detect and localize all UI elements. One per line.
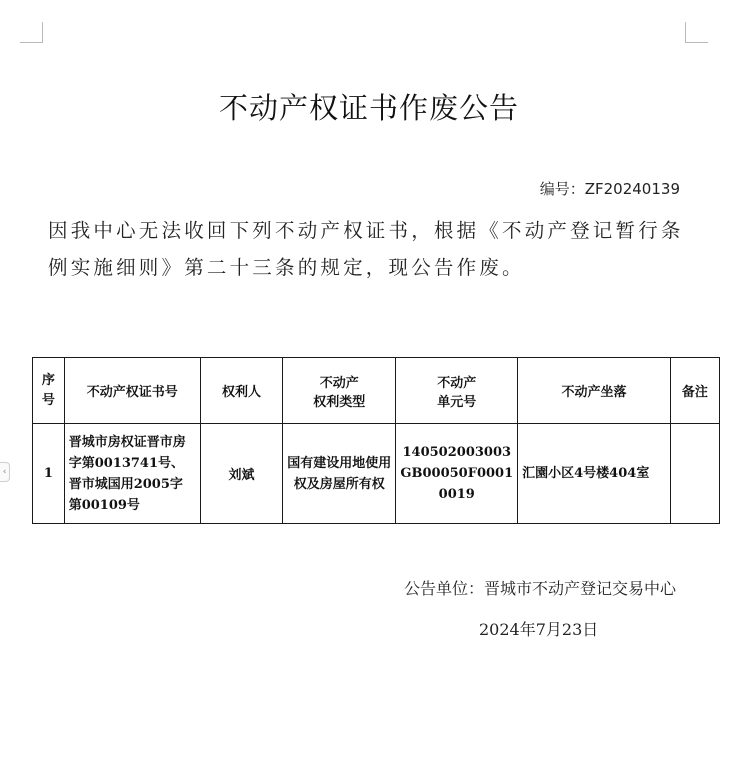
cell-unit-no-line3: 0019 (438, 487, 475, 502)
cell-location: 汇園小区4号楼404室 (518, 424, 671, 524)
header-unit-no-line1: 不动产 (437, 375, 477, 391)
cell-cert-no: 晋城市房权证晋市房字第0013741号、晋市城国用2005字第00109号 (64, 424, 200, 524)
header-right-type (283, 358, 396, 424)
table-row (33, 424, 720, 524)
cell-remarks (670, 424, 719, 524)
page-corner-mark-top-right (685, 22, 708, 43)
header-remarks: 备注 (670, 358, 719, 424)
chevron-left-icon[interactable]: ‹ (0, 462, 10, 482)
header-holder: 权利人 (200, 358, 282, 424)
cell-holder: 刘斌 (200, 424, 282, 524)
issuing-unit: 公告单位：晋城市不动产登记交易中心 (403, 579, 676, 598)
cell-right-type: 国有建设用地使用权及房屋所有权 (283, 424, 396, 524)
header-unit-no (396, 358, 518, 424)
table-header-row (33, 358, 720, 424)
document-number: 编号：ZF20240139 (539, 180, 680, 198)
notice-date: 2024年7月23日 (479, 620, 599, 639)
cell-unit-no-line1: 140502003003 (402, 445, 512, 460)
header-seq: 序号 (33, 358, 65, 424)
notice-body-text: 因我中心无法收回下列不动产权证书，根据《不动产登记暂行条例实施细则》第二十三条的规定，现公告作废。 (48, 219, 684, 279)
notice-title: 不动产权证书作废公告 (218, 91, 519, 125)
cell-seq: 1 (33, 424, 65, 524)
void-certificate-table (32, 357, 720, 524)
header-location: 不动产坐落 (518, 358, 671, 424)
cell-unit-no-line2: GB00050F0001 (400, 466, 514, 481)
header-cert-no: 不动产权证书号 (64, 358, 200, 424)
page-corner-mark-top-left (20, 22, 43, 43)
header-right-type-line1: 不动产 (319, 375, 359, 391)
header-unit-no-line2: 单元号 (437, 394, 477, 410)
header-right-type-line2: 权利类型 (313, 394, 366, 410)
cell-unit-no (396, 424, 518, 524)
